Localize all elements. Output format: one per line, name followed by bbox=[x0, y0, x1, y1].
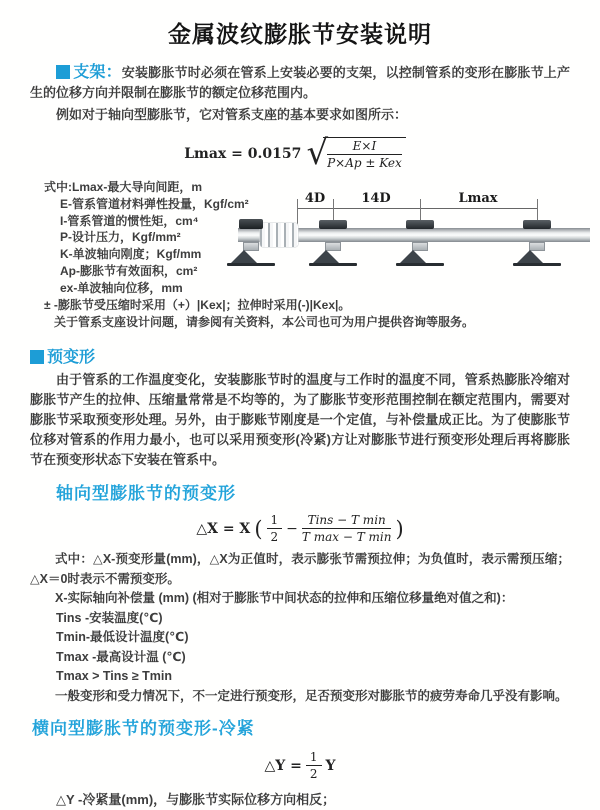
lateral-formula-rhs: Y bbox=[325, 757, 336, 774]
section-bullet-icon bbox=[56, 65, 70, 79]
axial-note-line: Tins -安装温度(℃) bbox=[56, 610, 163, 625]
guide-clamp bbox=[523, 220, 551, 229]
variable-line: I-管系管道的惯性矩，cm⁴ bbox=[60, 213, 199, 228]
variable-line: 式中:Lmax-最大导向间距，m bbox=[44, 180, 203, 194]
left-paren: ( bbox=[254, 516, 263, 541]
lateral-formula bbox=[30, 750, 570, 781]
support-section-label: 支架： bbox=[73, 64, 122, 81]
pipe-support-diagram bbox=[238, 192, 593, 274]
anchor-base bbox=[231, 250, 257, 263]
support-example-line: 例如对于轴向型膨胀节，它对管系支座的基本要求如图所示： bbox=[56, 107, 408, 122]
right-paren: ) bbox=[395, 516, 404, 541]
section-bullet-icon bbox=[30, 350, 44, 364]
lmax-fraction-denominator: P×Ap ± Kex bbox=[327, 156, 402, 170]
guide-baseplate bbox=[309, 263, 357, 266]
guide-base bbox=[400, 250, 426, 263]
support-intro-paragraph bbox=[30, 63, 570, 103]
half-denominator: 2 bbox=[309, 767, 318, 782]
variable-line: P-设计压力，Kgf/mm² bbox=[60, 230, 181, 245]
variable-line: K-单波轴向刚度；Kgf/mm bbox=[60, 247, 202, 262]
page-title: 金属波纹膨胀节安装说明 bbox=[168, 21, 432, 47]
bellows-expansion-joint bbox=[260, 223, 298, 247]
guide-clamp bbox=[319, 220, 347, 229]
guide-base bbox=[517, 250, 543, 263]
predeform-heading-text: 预变形 bbox=[47, 349, 96, 367]
temp-fraction-numerator: Tins − T min bbox=[302, 513, 392, 529]
axial-note-line: 式中：△X-预变形量(mm)，△X为正值时，表示膨张节需预拉伸；为负值时，表示需预压缩；△X＝0时表示不需预变形。 bbox=[30, 552, 570, 586]
guide-base bbox=[313, 250, 339, 263]
predeform-paragraph: 由于管系的工作温度变化，安装膨胀节时的温度与工作时的温度不同，管系热膨胀冷缩对膨胀节产生的拉伸、压缩量常常是不均等的，为了膨胀节变形范围控制在额定范围内，需要对膨胀节采取预变形处理。另外，由于膨账节刚度是一个定值，与补偿量成正比。为了使膨胀节位移对管系的作用力最小，也可以采用预变形(冷紧)方让对膨胀节进行预变形处理后再将膨胀节在预变形状态下安装在管系中。 bbox=[30, 372, 570, 468]
axial-notes bbox=[30, 550, 570, 706]
radicand bbox=[323, 137, 406, 170]
axial-note-line: 一般变形和受力情况下，不一定进行预变形，足否预变形对膨胀节的疲劳寿命几乎没有影响。 bbox=[55, 688, 568, 703]
support-intro-text: 安装膨胀节时必须在管系上安装必要的支架，以控制管系的变形在膨胀节上产生的位移方向并限制在膨胀节的额定位移范围内。 bbox=[30, 65, 570, 100]
one-half-fraction bbox=[306, 750, 322, 781]
guide-clamp bbox=[406, 220, 434, 229]
variable-line: Ap-膨胀节有效面积，cm² bbox=[60, 263, 198, 278]
half-denominator: 2 bbox=[270, 530, 279, 545]
anchor-clamp bbox=[239, 219, 263, 229]
minus-sign: − bbox=[286, 520, 298, 537]
variable-line: E-管系管道材料弹性投量，Kgf/cm² bbox=[60, 196, 249, 211]
predeform-section-heading bbox=[30, 344, 570, 367]
axial-note-line: Tmin-最低设计温度(℃) bbox=[56, 630, 189, 645]
half-numerator: 1 bbox=[306, 750, 322, 766]
axial-formula-lhs: △X = X bbox=[196, 520, 251, 537]
one-half-fraction bbox=[267, 513, 283, 544]
half-numerator: 1 bbox=[267, 513, 283, 529]
radical-sign: √ bbox=[306, 133, 327, 173]
axial-formula bbox=[30, 513, 570, 544]
anchor-baseplate bbox=[227, 263, 275, 266]
axial-note-line: Tmax -最高设计温 (℃) bbox=[56, 649, 186, 664]
dim-label-lmax: Lmax bbox=[454, 192, 501, 206]
variable-line: ex-单波轴向位移，mm bbox=[60, 280, 183, 295]
variable-line-kex-sign: ± -膨胀节受压缩时采用（+）|Kex|；拉伸时采用(-)|Kex|。 bbox=[44, 297, 351, 312]
temp-fraction-denominator: T max − T min bbox=[301, 530, 392, 545]
lmax-formula-lhs: Lmax = 0.0157 bbox=[184, 146, 302, 162]
axial-subsection-heading: 轴向型膨胀节的预变形 bbox=[56, 484, 236, 504]
lateral-note-line: △Y -冷紧量(mm)，与膨胀节实际位移方向相反； bbox=[56, 792, 336, 808]
support-closing-note: 关于管系支座设计问题，请参阅有关资料，本公司也可为用户提供咨询等服务。 bbox=[54, 315, 475, 330]
dim-label-14d: 14D bbox=[357, 192, 394, 206]
lateral-subsection-heading: 横向型膨胀节的预变形-冷紧 bbox=[32, 719, 255, 739]
axial-note-line: Tmax > Tins ≥ Tmin bbox=[56, 669, 173, 684]
dim-label-4d: 4D bbox=[301, 192, 329, 206]
temperature-fraction bbox=[302, 513, 392, 544]
lmax-fraction bbox=[327, 139, 402, 170]
lmax-fraction-numerator: E×I bbox=[327, 139, 402, 155]
guide-baseplate bbox=[396, 263, 444, 266]
lmax-formula bbox=[20, 133, 570, 173]
lateral-formula-lhs: △Y = bbox=[264, 757, 302, 774]
axial-note-line: X-实际轴向补偿量 (mm) (相对于膨胀节中间状态的拉伸和压缩位移量绝对值之和)： bbox=[55, 591, 514, 606]
guide-baseplate bbox=[513, 263, 561, 266]
